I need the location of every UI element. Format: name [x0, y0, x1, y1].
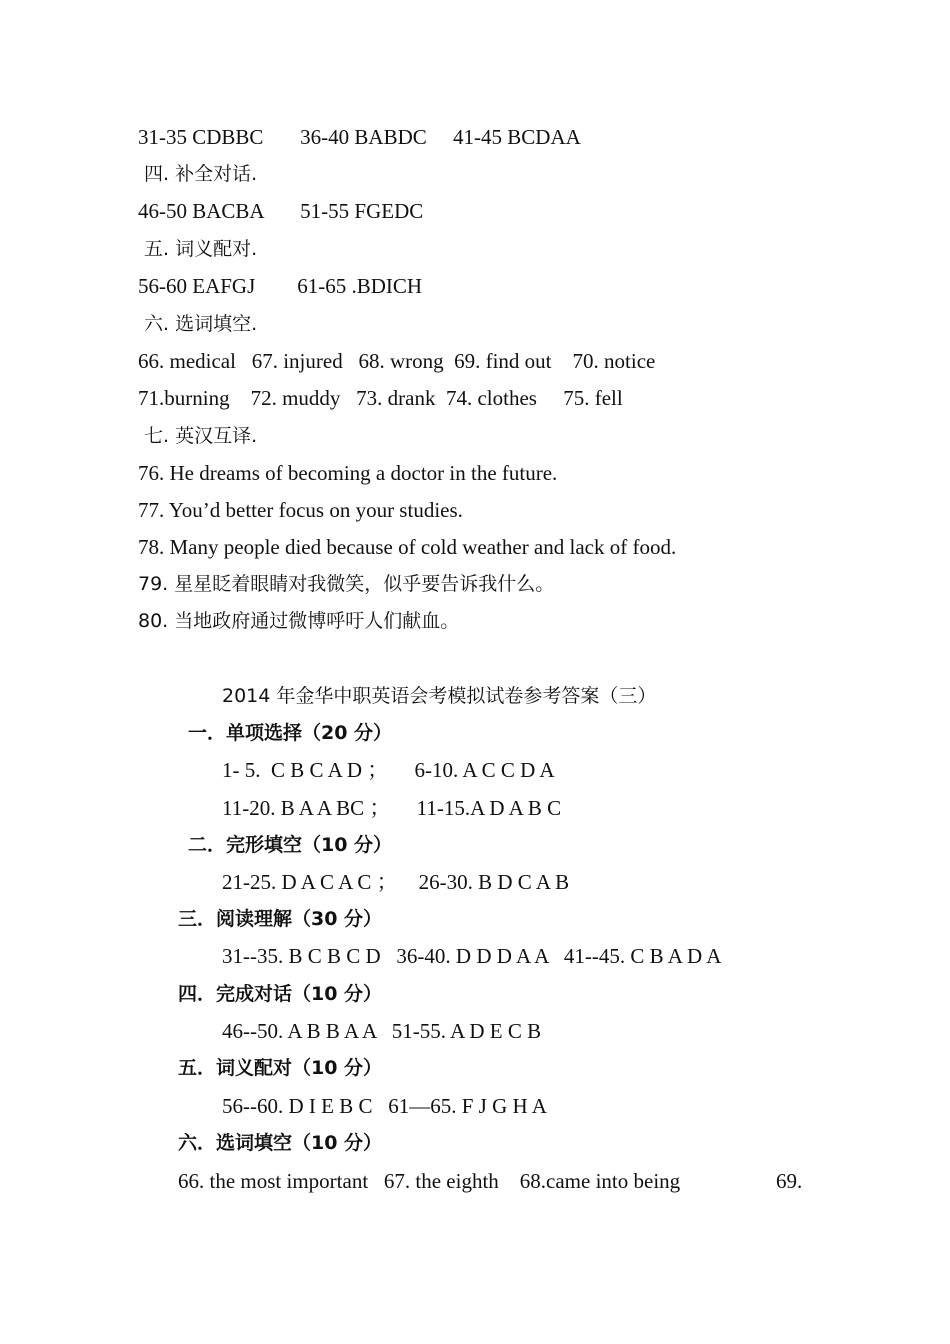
translation-80: 80. 当地政府通过微博呼吁人们献血。	[138, 610, 460, 632]
answers-66-70: 66. medical 67. injured 68. wrong 69. find out 70. notice	[138, 349, 656, 373]
s4-answers-1: 46--50. A B B A A 51-55. A D E C B	[222, 1019, 542, 1043]
s1-answers-1: 1- 5. C B C A D ； 6-10. A C C D A	[222, 758, 555, 782]
s2-answers-1: 21-25. D A C A C ； 26-30. B D C A B	[222, 870, 570, 894]
translation-78: 78. Many people died because of cold weather and lack of food.	[138, 535, 677, 559]
section-6-title: 六. 选词填空.	[138, 313, 258, 335]
s6-answers-1: 66. the most important 67. the eighth 68.came into being	[178, 1169, 681, 1193]
section-7-title: 七. 英汉互译.	[138, 425, 258, 447]
answers-46-55: 46-50 BACBA 51-55 FGEDC	[138, 199, 424, 223]
s4-title: 四．完成对话（10 分）	[178, 983, 383, 1005]
s2-title: 二．完形填空（10 分）	[188, 834, 393, 856]
section-4-title: 四. 补全对话.	[138, 163, 258, 185]
answers-56-65: 56-60 EAFGJ 61-65 .BDICH	[138, 274, 423, 298]
translation-77: 77. You’d better focus on your studies.	[138, 498, 463, 522]
s1-title: 一．单项选择（20 分）	[188, 722, 393, 744]
section-5-title: 五. 词义配对.	[138, 238, 258, 260]
s1-answers-2: 11-20. B A A BC ； 11-15.A D A B C	[222, 796, 562, 820]
translation-76: 76. He dreams of becoming a doctor in the future.	[138, 461, 558, 485]
s3-title: 三．阅读理解（30 分）	[178, 908, 383, 930]
s5-title: 五．词义配对（10 分）	[178, 1057, 383, 1079]
s3-answers-1: 31--35. B C B C D 36-40. D D D A A 41--45. C B A D A	[222, 944, 722, 968]
answer-key-title: 2014 年金华中职英语会考模拟试卷参考答案（三）	[222, 685, 657, 707]
answers-31-45: 31-35 CDBBC 36-40 BABDC 41-45 BCDAA	[138, 125, 581, 149]
s6-title: 六．选词填空（10 分）	[178, 1132, 383, 1154]
translation-79: 79. 星星眨着眼睛对我微笑，似乎要告诉我什么。	[138, 573, 555, 595]
answers-71-75: 71.burning 72. muddy 73. drank 74. clothes 75. fell	[138, 386, 623, 410]
s5-answers-1: 56--60. D I E B C 61—65. F J G H A	[222, 1094, 547, 1118]
s6-answers-1-tail: 69.	[776, 1169, 803, 1193]
